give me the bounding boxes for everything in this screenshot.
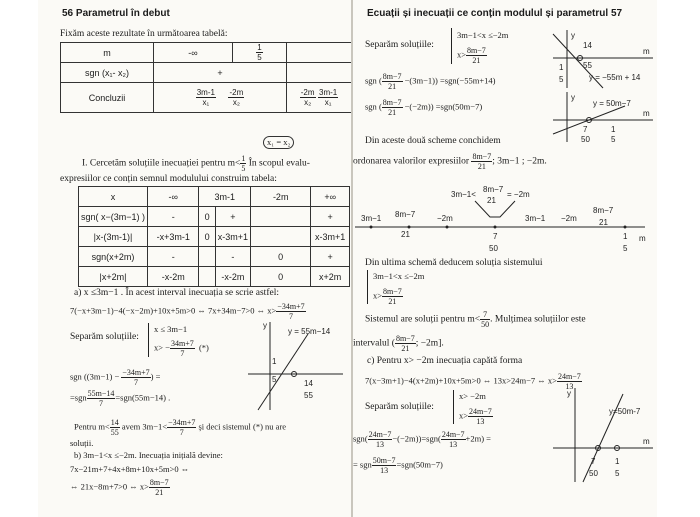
cell: sgn (x₁- x₂) xyxy=(61,63,154,83)
cell: + xyxy=(215,207,250,227)
scheme-top-num: 8m−7 xyxy=(483,185,504,194)
sgn-expr-1: sgn ( $\frac{8m-7}{21}$ −(3m−1)) =sgn(−55m+14) xyxy=(365,72,496,91)
right-page-header: Ecuații și inecuații ce conțin modulul și parametrul 57 xyxy=(367,8,623,19)
case-b-eq1: 7x−21m+7+4x+8m+10x+5m>0 ⇔ xyxy=(70,464,190,474)
cell xyxy=(251,207,311,227)
sign-graph-left xyxy=(248,322,343,412)
scheme-top-den: 21 xyxy=(487,196,496,205)
cell: -x+3m-1 xyxy=(148,227,199,247)
cell: x xyxy=(79,187,148,207)
cell xyxy=(199,267,215,287)
pentru-line: Pentru m< $\frac{14}{55}$ avem 3m−1< $\frac{-34m+7}{7}$ și deci sistemul (*) nu are xyxy=(74,418,287,437)
tick xyxy=(624,226,627,229)
m-label: m xyxy=(643,437,650,446)
frac-1: 1 xyxy=(272,357,277,366)
graph2-equation: y = 50m−7 xyxy=(593,99,631,108)
case-a-line: a) x ≤3m−1 . În acest interval inecuația se scrie astfel: xyxy=(74,288,279,298)
y-label: y xyxy=(571,31,575,40)
results-table xyxy=(60,42,351,113)
intro-text: Fixăm aceste rezultate în următoarea tabelă: xyxy=(60,29,228,39)
tick-1: 1 xyxy=(623,232,628,241)
cell: m xyxy=(61,43,154,63)
frac-1: 1 xyxy=(559,63,564,72)
m-label: m xyxy=(639,234,646,243)
frac-7: 7 xyxy=(583,125,588,134)
separam-label-A: Separăm soluțiile: xyxy=(365,40,434,50)
frac-14: 14 xyxy=(583,41,592,50)
cell: - xyxy=(215,247,250,267)
case-c-equation: 7(x−3m+1)−4(x+2m)+10x+5m>0 ⇔ 13x>24m−7 ⇔ x> $\frac{24m-7}{13}$ xyxy=(365,372,581,391)
line-55m-14 xyxy=(258,334,308,410)
cell xyxy=(287,63,352,83)
frac-50: 50 xyxy=(581,135,590,144)
tick xyxy=(446,226,449,229)
systemB-line2: x> $\frac{8m-7}{21}$ xyxy=(373,287,402,306)
ultima-schema: Din ultima schemă deducem soluția sistemului xyxy=(365,258,543,268)
frac-55: 55 xyxy=(304,391,313,400)
system-brace xyxy=(367,270,368,304)
y-label: y xyxy=(567,389,571,398)
cell: -2m xyxy=(251,187,311,207)
number-line-scheme xyxy=(355,185,655,257)
cell: -∞ xyxy=(154,43,233,63)
m-label: m xyxy=(643,47,650,56)
paragraph-I: I. Cercetăm soluțiile inecuației pentru m< $\frac{1}{5}$ În scopul evalu- xyxy=(82,154,310,173)
cell: + xyxy=(154,63,287,83)
scheme-top-post: = −2m xyxy=(507,190,530,199)
system1-line1: x ≤ 3m−1 xyxy=(154,324,188,334)
cell: $\frac{1}{5}$ xyxy=(233,43,287,63)
tick-50: 50 xyxy=(489,244,498,253)
frac-50: 50 xyxy=(589,469,598,478)
sistemul-line: Sistemul are soluții pentru m< $\frac{7}{50}$ . Mulțimea soluțiilor este xyxy=(365,310,586,329)
label-frac2-num: 8m−7 xyxy=(593,206,614,215)
cell: sgn( x−(3m−1) ) xyxy=(79,207,148,227)
label-frac-den: 21 xyxy=(401,230,410,239)
frac-5: 5 xyxy=(615,469,620,478)
sgn-expr-4: = sgn $\frac{50m-7}{13}$ =sgn(50m−7) xyxy=(353,456,443,475)
cell: +∞ xyxy=(311,187,350,207)
modulus-sign-table xyxy=(78,186,350,287)
system-brace xyxy=(451,28,452,64)
cell: x-3m+1 xyxy=(215,227,250,247)
frac-14: 14 xyxy=(304,379,313,388)
graph1-equation: y = −55m + 14 xyxy=(589,73,641,82)
interval-line: intervalul ( $\frac{8m-7}{21}$ ; −2m]. xyxy=(353,334,444,353)
y-label: y xyxy=(571,93,575,102)
cell xyxy=(199,247,215,267)
frac-55: 55 xyxy=(583,61,592,70)
case-b-eq2: ⇔ 21x−8m+7>0 ⇔ x> $\frac{8m-7}{21}$ xyxy=(70,478,169,497)
scheme-top-pre: 3m−1< xyxy=(451,190,476,199)
cell: |x+2m| xyxy=(79,267,148,287)
concluzie-line2: ordonarea valorilor expresiilor $\frac{8m-7}{21}$ ; 3m−1 ; −2m. xyxy=(353,152,547,171)
cell: $\frac{3m-1}{\text{x₁}}$ $\frac{-2m}{\text{x₂}}$ xyxy=(154,83,287,113)
cell: $\frac{-2m}{\text{x₂}}$ $\frac{3m-1}{\text{x₁}}$ xyxy=(287,83,352,113)
cell: sgn(x+2m) xyxy=(79,247,148,267)
frac-5: 5 xyxy=(611,135,616,144)
sign-graph-1 xyxy=(553,30,653,90)
sgn-line-1: sgn ((3m−1) − $\frac{-34m+7}{7}$ ) = xyxy=(70,368,161,387)
cell: x+2m xyxy=(311,267,350,287)
right-page xyxy=(353,0,657,517)
cell xyxy=(287,43,352,63)
sgn-expr-3: sgn( $\frac{24m-7}{13}$ −(−2m))=sgn( $\frac{24m-7}{13}$ +2m) = xyxy=(353,430,491,449)
left-page xyxy=(38,0,351,517)
cell: + xyxy=(311,247,350,267)
sgn-line-2: =sgn $\frac{55m-14}{7}$ =sgn(55m−14) . xyxy=(70,389,171,408)
system-brace xyxy=(453,390,454,424)
cell: Concluzii xyxy=(61,83,154,113)
case-b-line: b) 3m−1<x ≤−2m. Inecuația inițială devine: xyxy=(74,450,223,460)
systemC-line2: x> $\frac{24m-7}{13}$ xyxy=(459,407,492,426)
cell: 0 xyxy=(199,207,215,227)
frac-7: 7 xyxy=(591,457,596,466)
tick xyxy=(494,226,497,229)
frac-5: 5 xyxy=(559,75,564,84)
concluzie-line1: Din aceste două scheme conchidem xyxy=(365,136,501,146)
frac-1: 1 xyxy=(611,125,616,134)
cell: |x-(3m-1)| xyxy=(79,227,148,247)
m-label: m xyxy=(643,109,650,118)
system-brace xyxy=(148,323,149,357)
cell: x-3m+1 xyxy=(311,227,350,247)
paragraph-expresii: expresiilor ce conțin semnul modulului construim tabela: xyxy=(60,174,277,184)
sign-graph-2 xyxy=(553,92,653,144)
cell: -x-2m xyxy=(215,267,250,287)
label-frac-num: 8m−7 xyxy=(395,210,416,219)
separam-label: Separăm soluțiile: xyxy=(70,332,139,342)
tick-5: 5 xyxy=(623,244,628,253)
cell: - xyxy=(148,247,199,267)
equal-roots-note: x₁ = x₂ xyxy=(263,136,294,149)
cell: 3m-1 xyxy=(199,187,251,207)
cell xyxy=(251,227,311,247)
systemA-line2: x> $\frac{8m-7}{21}$ xyxy=(457,46,486,65)
graph-equation: y = 55m−14 xyxy=(288,327,331,336)
sign-graph-3 xyxy=(553,388,653,484)
cell: 0 xyxy=(251,247,311,267)
systemB-line1: 3m−1<x ≤−2m xyxy=(373,271,425,281)
label-3m-1-right: 3m−1 xyxy=(525,214,546,223)
case-c-line: c) Pentru x> −2m inecuația capătă forma xyxy=(367,356,523,366)
systemA-line1: 3m−1<x ≤−2m xyxy=(457,30,509,40)
label-frac2-den: 21 xyxy=(599,218,608,227)
cell: 0 xyxy=(199,227,215,247)
y-label: y xyxy=(263,321,267,330)
separam-label-C: Separăm soluțiile: xyxy=(365,402,434,412)
cell: -x-2m xyxy=(148,267,199,287)
sgn-expr-2: sgn ( $\frac{8m-7}{21}$ −(−2m)) =sgn(50m−7) xyxy=(365,98,483,117)
tick xyxy=(370,226,373,229)
solutii-word: soluții. xyxy=(70,438,94,448)
label-minus2m-right: −2m xyxy=(561,214,577,223)
cell: + xyxy=(311,207,350,227)
systemC-line1: x> −2m xyxy=(459,391,486,401)
tick-7: 7 xyxy=(493,232,498,241)
cell: - xyxy=(148,207,199,227)
frac-1: 1 xyxy=(615,457,620,466)
left-page-header: 56 Parametrul în debut xyxy=(62,8,170,19)
case-a-equation: 7(−x+3m−1)−4(−x−2m)+10x+5m>0 ⇔ 7x+34m−7>0 ⇔ x> $\frac{-34m+7}{7}$ xyxy=(70,302,305,321)
label-minus2m: −2m xyxy=(437,214,453,223)
graph3-equation: y=50m-7 xyxy=(609,407,641,416)
tick xyxy=(408,226,411,229)
cell: -∞ xyxy=(148,187,199,207)
label-3m-1: 3m−1 xyxy=(361,214,382,223)
system1-line2: x> − $\frac{34m+7}{7}$ (*) xyxy=(154,339,209,358)
cell: 0 xyxy=(251,267,311,287)
frac-5: 5 xyxy=(272,375,277,384)
